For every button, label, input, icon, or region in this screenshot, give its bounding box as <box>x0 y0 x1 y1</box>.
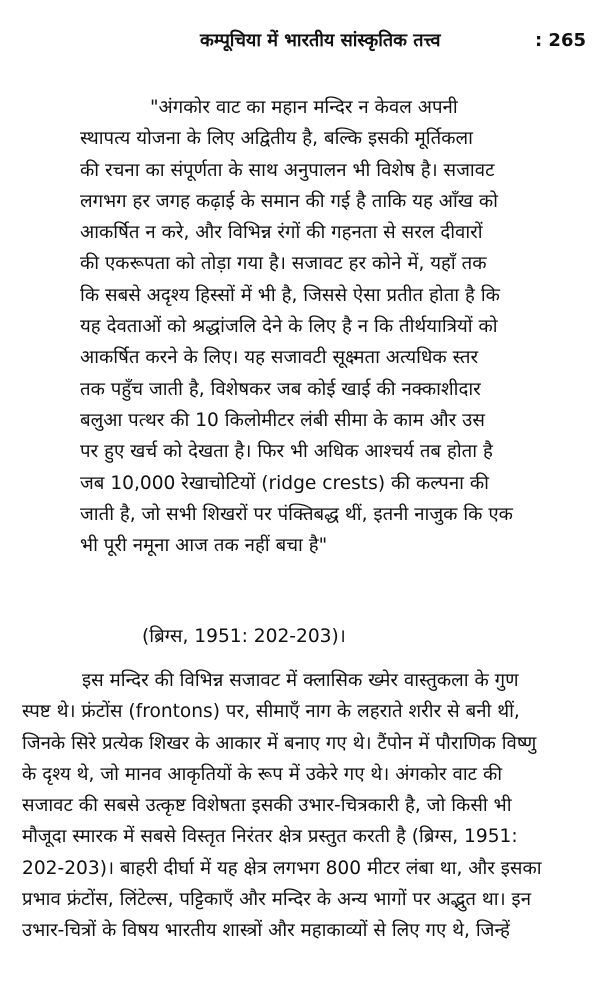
paragraph-line: उभार-चित्रों के विषय भारतीय शास्त्रों और महाकाव्यों से लिए गए थे, जिन्हें <box>22 920 510 942</box>
quote-line: की रचना का संपूर्णता के साथ अनुपालन भी विशेष है। सजावट <box>80 159 495 181</box>
page-number: : 265 <box>534 30 586 51</box>
paragraph-line: के दृश्य थे, जो मानव आकृतियों के रूप में उकेरे गए थे। अंगकोर वाट की <box>22 763 503 785</box>
quote-line: बलुआ पत्थर की 10 किलोमीटर लंबी सीमा के काम और उस <box>80 409 485 431</box>
quote-line: स्थापत्य योजना के लिए अद्वितीय है, बल्कि इसकी मूर्तिकला <box>80 128 473 150</box>
quote-line: जब 10,000 रेखाचोटियों (ridge crests) की कल्पना की <box>80 472 489 494</box>
quote-line: आकर्षित न करे, और विभिन्न रंगों की गहनता से सरल दीवारों <box>80 222 483 244</box>
quote-line: की एकरूपता को तोड़ा गया है। सजावट हर कोने में, यहाँ तक <box>80 253 487 275</box>
quote-line: पर हुए खर्च को देखता है। फिर भी अधिक आश्चर्य तब होता है <box>80 441 493 463</box>
quote-citation: (ब्रिग्स, 1951: 202-203)। <box>142 626 346 647</box>
paragraph-line: सजावट की सबसे उत्कृष्ट विशेषता इसकी उभार-चित्रकारी है, जो किसी भी <box>22 795 512 817</box>
quote-line: आकर्षित करने के लिए। यह सजावटी सूक्ष्मता अत्यधिक स्तर <box>80 347 479 369</box>
paragraph-line: जिनके सिरे प्रत्येक शिखर के आकार में बनाए गए थे। टैंपोन में पौराणिक विष्णु <box>22 732 537 754</box>
quote-line: लगभग हर जगह कढ़ाई के समान की गई है ताकि यह आँख को <box>80 190 498 212</box>
paragraph-line: प्रभाव फ्रंटोंस, लिंटेल्स, पट्टिकाएँ और मन्दिर के अन्य भागों पर अद्भुत था। इन <box>22 889 532 911</box>
paragraph-line: मौजूदा स्मारक में सबसे विस्तृत निरंतर क्षेत्र प्रस्तुत करती है (ब्रिग्स, 1951: <box>22 826 518 848</box>
running-header <box>200 28 586 54</box>
paragraph-line: 202-203)। बाहरी दीर्घा में यह क्षेत्र लगभग 800 मीटर लंबा था, और इसका <box>22 857 542 879</box>
quote-line: तक पहुँच जाती है, विशेषकर जब कोई खाई की नक्काशीदार <box>80 378 481 400</box>
quote-line: कि सबसे अदृश्य हिस्सों में भी है, जिससे ऐसा प्रतीत होता है कि <box>80 284 500 306</box>
quote-line: "अंगकोर वाट का महान मन्दिर न केवल अपनी <box>150 97 458 118</box>
quote-line: यह देवताओं को श्रद्धांजलि देने के लिए है न कि तीर्थयात्रियों को <box>80 316 498 338</box>
block-quote <box>80 92 560 561</box>
running-header-title: कम्पूचिया में भारतीय सांस्कृतिक तत्त्व <box>200 30 441 51</box>
paragraph-line: इस मन्दिर की विभिन्न सजावट में क्लासिक ख्मेर वास्तुकला के गुण <box>82 670 519 691</box>
quote-line: जाती है, जो सभी शिखरों पर पंक्तिबद्ध थीं, इतनी नाजुक कि एक <box>80 503 513 525</box>
quote-line: भी पूरी नमूना आज तक नहीं बचा है" <box>80 535 328 557</box>
body-paragraph <box>22 665 582 947</box>
paragraph-line: स्पष्ट थे। फ्रंटोंस (frontons) पर, सीमाएँ नाग के लहराते शरीर से बनी थीं, <box>22 701 520 723</box>
